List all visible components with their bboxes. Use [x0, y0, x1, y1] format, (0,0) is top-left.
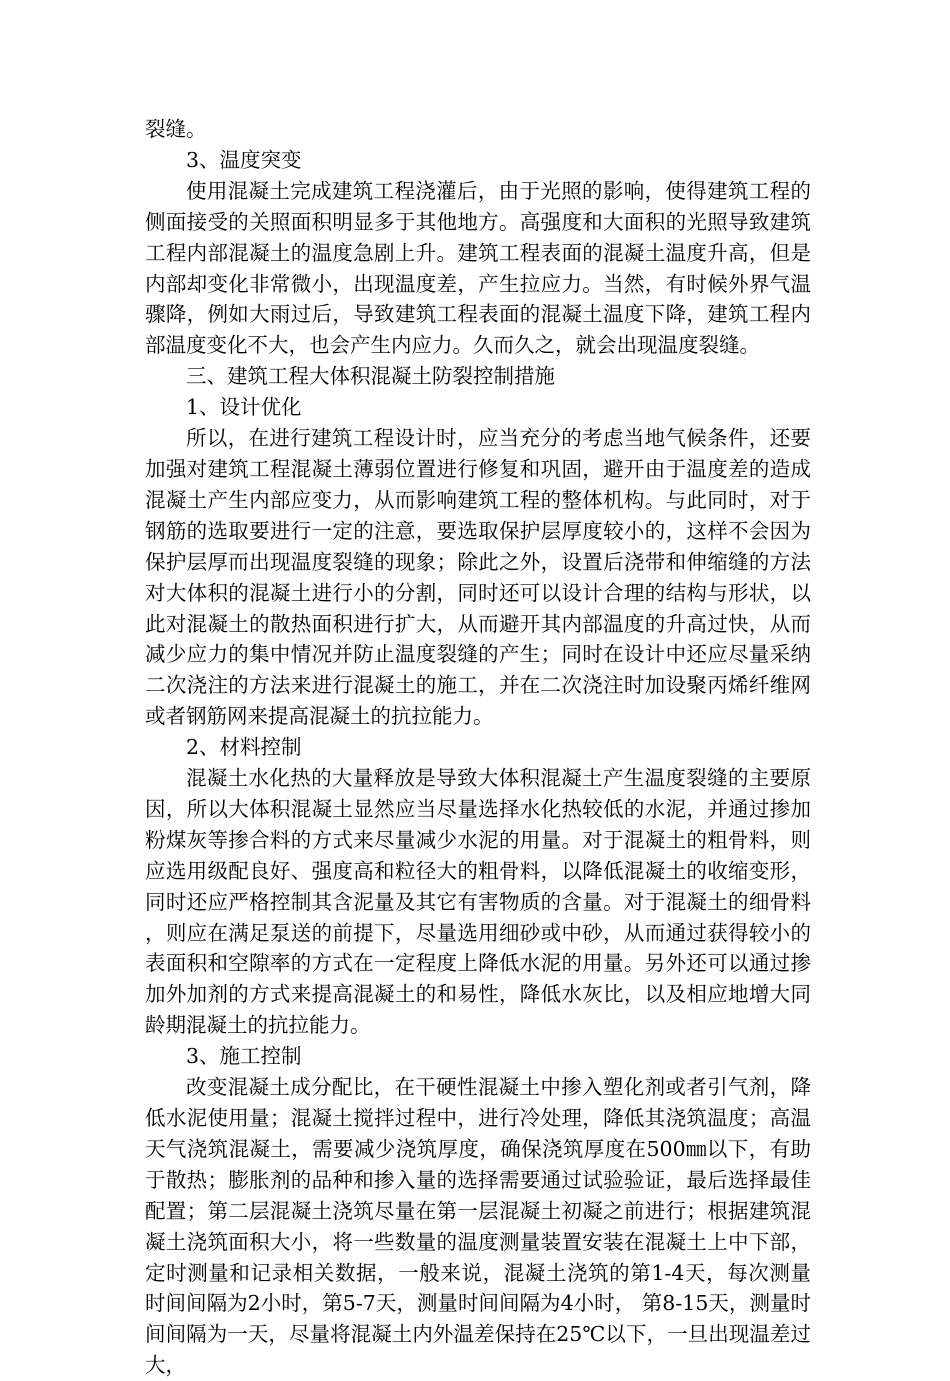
paragraph-continuation: 裂缝。: [145, 117, 207, 141]
subheading-material-control: 2、材料控制: [186, 735, 302, 760]
paragraph-design-optimization: 所以，在进行建筑工程设计时，应当充分的考虑当地气候条件，还要加强对建筑工程混凝土薄弱位置进行修复和巩固，避开由于温度差的造成混凝土产生内部应变力，从而影响建筑工程的整体机构。与此同时，对于钢筋的选取要进行一定的注意，要选取保护层厚度较小的，这样不会因为保护层厚而出现温度裂缝的现象；除此之外，设置后浇带和伸缩缝的方法对大体积的混凝土进行小的分割，同时还可以设计合理的结构与形状，以此对混凝土的散热面积进行扩大，从而避开其内部温度的升高过快，从而减少应力的集中情况并防止温度裂缝的产生；同时在设计中还应尽量采纳二次浇注的方法来进行混凝土的施工，并在二次浇注时加设聚丙烯纤维网或者钢筋网来提高混凝土的抗拉能力。: [145, 426, 811, 729]
document-body: [145, 114, 811, 1381]
paragraph-construction-control: 改变混凝土成分配比，在干硬性混凝土中掺入塑化剂或者引气剂，降低水泥使用量；混凝土搅拌过程中，进行冷处理，降低其浇筑温度；高温天气浇筑混凝土，需要减少浇筑厚度，确保浇筑厚度在500㎜以下，有助于散热；膨胀剂的品种和掺入量的选择需要通过试验验证，最后选择最佳配置；第二层混凝土浇筑尽量在第一层混凝土初凝之前进行；根据建筑混凝土浇筑面积大小，将一些数量的温度测量装置安装在混凝土上中下部，定时测量和记录相关数据，一般来说，混凝土浇筑的第1-4天，每次测量时间间隔为2小时，第5-7天，测量时间间隔为4小时， 第8-15天，测量时间间隔为一天，尽量将混凝土内外温差保持在25℃以下，一旦出现温差过大，: [145, 1075, 811, 1378]
section-heading-crack-control: 三、建筑工程大体积混凝土防裂控制措施: [186, 364, 555, 389]
subheading-construction-control: 3、施工控制: [186, 1044, 302, 1069]
subheading-design-optimization: 1、设计优化: [186, 395, 302, 420]
paragraph-material-control: 混凝土水化热的大量释放是导致大体积混凝土产生温度裂缝的主要原因，所以大体积混凝土显然应当尽量选择水化热较低的水泥，并通过掺加粉煤灰等掺合料的方式来尽量减少水泥的用量。对于混凝土的粗骨料，则应选用级配良好、强度高和粒径大的粗骨料，以降低混凝土的收缩变形，同时还应严格控制其含泥量及其它有害物质的含量。对于混凝土的细骨料，则应在满足泵送的前提下，尽量选用细砂或中砂，从而通过获得较小的表面积和空隙率的方式在一定程度上降低水泥的用量。另外还可以通过掺加外加剂的方式来提高混凝土的和易性，降低水灰比，以及相应地增大同龄期混凝土的抗拉能力。: [145, 766, 811, 1038]
paragraph-temperature-change: 使用混凝土完成建筑工程浇灌后，由于光照的影响，使得建筑工程的侧面接受的关照面积明显多于其他地方。高强度和大面积的光照导致建筑工程内部混凝土的温度急剧上升。建筑工程表面的混凝土温度升高，但是内部却变化非常微小，出现温度差，产生拉应力。当然，有时候外界气温骤降，例如大雨过后，导致建筑工程表面的混凝土温度下降，建筑工程内部温度变化不大，也会产生内应力。久而久之，就会出现温度裂缝。: [145, 178, 811, 358]
subheading-temperature-change: 3、温度突变: [186, 147, 302, 172]
